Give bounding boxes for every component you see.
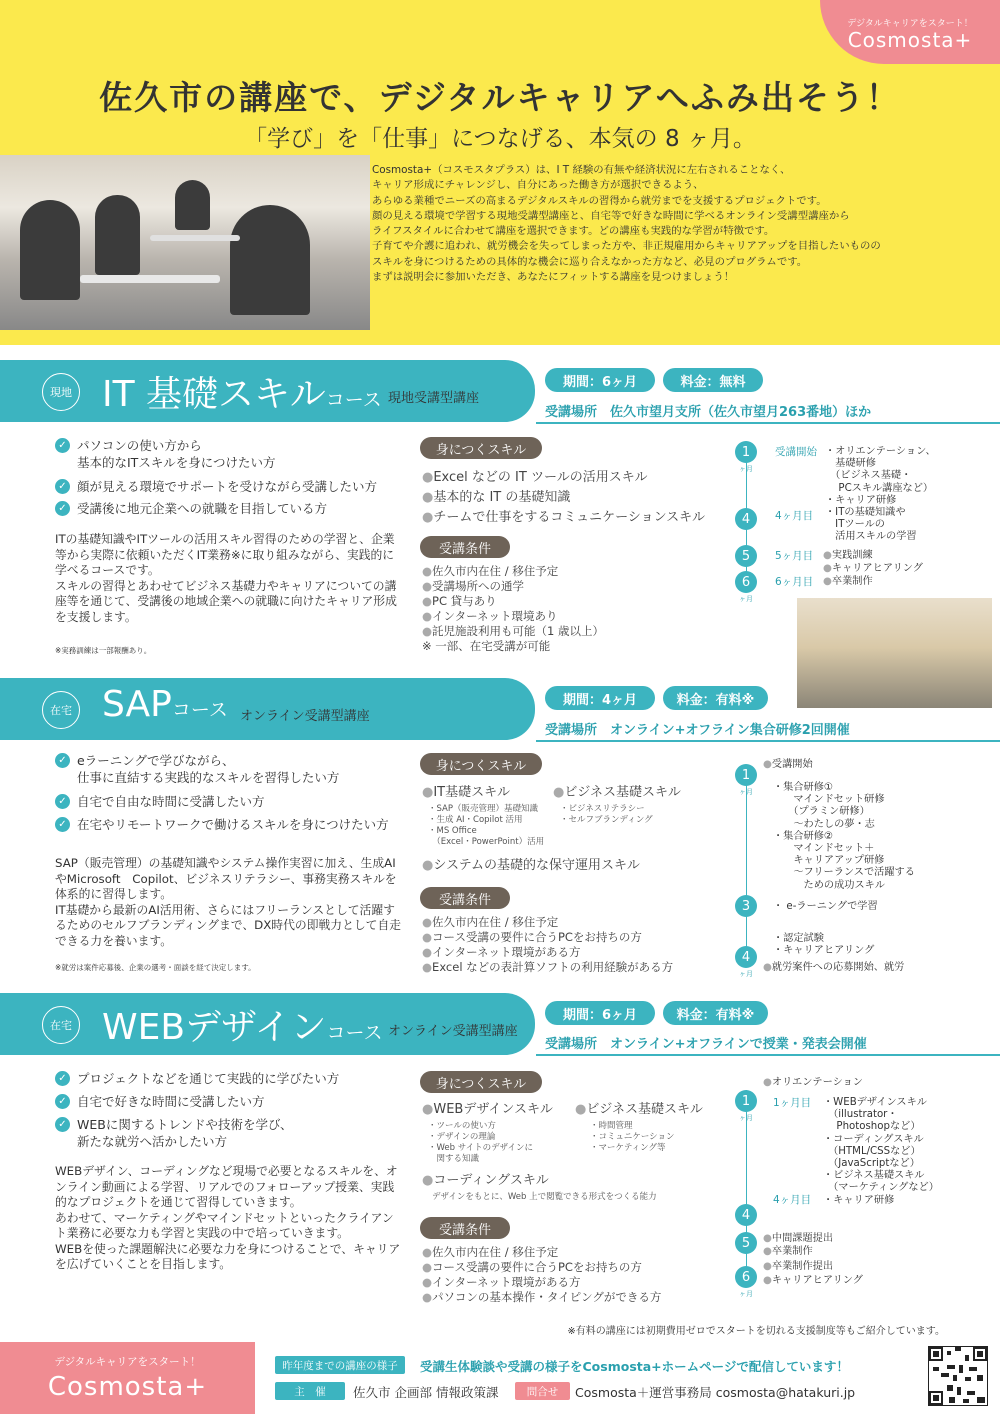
- timeline-label: 1ヶ月目: [773, 1097, 812, 1109]
- condition-item: ●コース受講の要件に合うPCをお持ちの方: [422, 1260, 642, 1274]
- timeline-item: ●オリエンテーション: [763, 1077, 863, 1088]
- divider: [536, 740, 1000, 742]
- course-title: SAPコース: [102, 684, 228, 725]
- skill-item: ●Excel などの IT ツールの活用スキル: [422, 470, 648, 485]
- conditions-tag: 受講条件: [420, 536, 510, 558]
- subline: 「学び」を「仕事」につなげる、本気の 8 ヶ月。: [244, 126, 756, 152]
- course-type: オンライン受講型講座: [240, 709, 370, 724]
- timeline-month-5: 5: [735, 545, 757, 567]
- condition-item: ●インターネット環境がある方: [422, 945, 581, 959]
- condition-item: ●佐久市内在住 / 移住予定: [422, 564, 559, 578]
- timeline-item: ●キャリアヒアリング: [823, 563, 923, 574]
- timeline-month-unit: ヶ月: [739, 595, 753, 603]
- check-icon: ✓: [55, 1094, 70, 1109]
- skill-item: ●IT基礎スキル: [422, 785, 510, 800]
- timeline-month-3: 3: [735, 895, 757, 917]
- timeline-month-5: 5: [735, 1232, 757, 1254]
- timeline-month-1: 1: [735, 441, 757, 463]
- conditions-tag: 受講条件: [420, 887, 510, 909]
- headline: 佐久市の講座で、デジタルキャリアへふみ出そう！: [99, 78, 901, 117]
- conditions-tag: 受講条件: [420, 1217, 510, 1239]
- skill-item: ●チームで仕事をするコミュニケーションスキル: [422, 510, 706, 525]
- timeline-month-1: 1: [735, 1090, 757, 1112]
- skill-subitems: ・ツールの使い方 ・デザインの理論 ・Web サイトのデザインに 関する知識: [428, 1121, 534, 1164]
- skills-tag: 身につくスキル: [420, 753, 542, 775]
- skill-item: ●コーディングスキル: [422, 1173, 549, 1188]
- target-item: ✓ eラーニングで学びながら、 仕事に直結する実践的なスキルを習得したい方: [55, 752, 339, 786]
- timeline-month-unit: ヶ月: [739, 788, 753, 796]
- condition-item: ●PC 貸与あり: [422, 594, 497, 608]
- brand-name: Cosmosta+: [847, 28, 973, 52]
- target-item: ✓ 在宅やリモートワークで働けるスキルを身につけたい方: [55, 816, 389, 833]
- classroom-photo: [0, 155, 370, 330]
- footer-label: 昨年度までの講座の様子: [275, 1356, 405, 1374]
- divider: [536, 1054, 1000, 1056]
- course-description: ITの基礎知識やITツールの活用スキル習得のための学習と、企業等から実際に依頼いただくIT業務※に取り組みながら、実践的に学べるコースです。 スキルの習得とあわせてビジネス基礎力やキャリアについての講座等を通じて、受講後の地域企業への就職に向けたキャリア形成を支援します。: [55, 532, 397, 624]
- condition-item: ●Excel などの表計算ソフトの利用経験がある方: [422, 960, 674, 974]
- course-place: 受講場所 オンライン+オフラインで授業・発表会開催: [545, 1037, 867, 1052]
- timeline-item: ・ e-ラーニングで学習: [773, 901, 878, 912]
- course-place: 受講場所 オンライン+オフライン集合研修2回開催: [545, 723, 850, 738]
- period-pill: 期間：6ヶ月: [545, 1001, 655, 1025]
- condition-item: ●受講場所への通学: [422, 579, 525, 593]
- brand-tagline: デジタルキャリアをスタート！: [847, 19, 973, 29]
- skill-subitems: ・ビジネスリテラシー ・セルフブランディング: [560, 804, 653, 825]
- skill-item: ●システムの基礎的な保守運用スキル: [422, 858, 640, 873]
- course-web-band: [0, 993, 535, 1055]
- target-item: ✓ パソコンの使い方から 基本的なITスキルを身につけたい方: [55, 437, 275, 471]
- timeline-month-1: 1: [735, 764, 757, 786]
- period-pill: 期間：6ヶ月: [545, 368, 655, 392]
- organizer: 佐久市 企画部 情報政策課: [353, 1385, 499, 1400]
- timeline-item: ●中間課題提出: [763, 1233, 834, 1244]
- course-description: WEBデザイン、コーディングなど現場で必要となるスキルを、オンライン動画による学習、リアルでのフォローアップ授業、実践的なプロジェクトを通じて習得していきます。 あわせて、マーケティングやマインドセットといったクライアント業務に必要な力も学習と実践の中で培っていきます。 WEBを使った課題解決に必要な力を身につけることで、キャリアを広げていくことを目指します。: [55, 1164, 401, 1271]
- course-type: オンライン受講型講座: [388, 1024, 518, 1039]
- condition-item: ※ 一部、在宅受講が可能: [422, 639, 551, 653]
- fee-pill: 料金：有料※: [663, 686, 768, 710]
- footer-info: [255, 1342, 1000, 1414]
- timeline-items: ・認定試験 ・キャリアヒアリング: [773, 933, 875, 957]
- course-title: IT 基礎スキルコース: [102, 374, 382, 415]
- event-photo: [797, 598, 992, 708]
- footer-tagline: デジタルキャリアをスタート！: [54, 1356, 201, 1368]
- condition-item: ●パソコンの基本操作・タイピングができる方: [422, 1290, 662, 1304]
- timeline-label: 4ヶ月目: [773, 1194, 812, 1206]
- timeline-item: ●キャリアヒアリング: [763, 1275, 863, 1286]
- timeline-month-4: 4: [735, 946, 757, 968]
- contact[interactable]: Cosmosta＋運営事務局 cosmosta@hatakuri.jp: [575, 1385, 856, 1400]
- timeline-month-unit: ヶ月: [739, 465, 753, 473]
- course-sap-band: [0, 678, 535, 740]
- period-pill: 期間：4ヶ月: [545, 686, 655, 710]
- qr-code-icon[interactable]: [928, 1346, 988, 1406]
- skill-item: ●ビジネス基礎スキル: [553, 785, 681, 800]
- timeline-month-6: 6: [735, 571, 757, 593]
- target-item: ✓ WEBに関するトレンドや技術を学び、 新たな就労へ活かしたい方: [55, 1116, 293, 1150]
- course-type: 現地受講型講座: [388, 391, 480, 406]
- target-item: ✓ 自宅で自由な時間に受講したい方: [55, 793, 265, 810]
- course-note: ※就労は案件応募後、企業の選考・面談を経て決定します。: [55, 963, 256, 972]
- timeline-items: ・WEBデザインスキル （illustrator・ Photoshopなど） ・コーディングスキル （HTML/CSSなど） （JavaScriptなど） ・ビジネス基礎スキル （マーケティングなど） ・キャリア研修: [823, 1097, 939, 1206]
- timeline-item: ●卒業制作: [763, 1246, 813, 1257]
- target-item: ✓ 顔が見える環境でサポートを受けながら受講したい方: [55, 478, 377, 495]
- course-it-band: [0, 360, 535, 422]
- skills-tag: 身につくスキル: [420, 1071, 542, 1093]
- timeline-month-unit: ヶ月: [739, 1114, 753, 1122]
- timeline-item: ●受講開始: [763, 759, 813, 770]
- condition-item: ●インターネット環境がある方: [422, 1275, 581, 1289]
- footer-brand: [0, 1342, 255, 1414]
- course-title: WEBデザインコース: [102, 1007, 383, 1048]
- footer-link-text[interactable]: 受講生体験談や受講の様子をCosmosta+ホームページで配信しています！: [420, 1359, 849, 1374]
- check-icon: ✓: [55, 794, 70, 809]
- skill-subitems: ・時間管理 ・コミュニケーション ・マーケティング等: [590, 1121, 675, 1153]
- course-description: SAP（販売管理）の基礎知識やシステム操作実習に加え、生成AIやMicrosoft Copilot、ビジネスリテラシー、事務実務スキルを体系的に習得します。 IT基礎から最新のAI活用術、さらにはフリーランスとして活躍するためのセルフブランディングまで、DX時代の即戦力として自走できる力を養います。: [55, 856, 402, 948]
- fee-pill: 料金：有料※: [663, 1001, 768, 1025]
- skill-item: ●WEBデザインスキル: [422, 1102, 553, 1117]
- course-badge: 在宅: [42, 1006, 80, 1044]
- check-icon: ✓: [55, 501, 70, 516]
- skill-subitems: ・SAP（販売管理）基礎知識 ・生成 AI・Copilot 活用 ・MS Office （Excel・PowerPoint）活用: [428, 804, 545, 847]
- target-item: ✓ 受講後に地元企業への就職を目指している方: [55, 500, 327, 517]
- timeline-label: 4ヶ月目: [775, 510, 814, 522]
- target-item: ✓ プロジェクトなどを通じて実践的に学びたい方: [55, 1070, 339, 1087]
- skill-item: ●ビジネス基礎スキル: [575, 1102, 703, 1117]
- footer-brand-name: Cosmosta+: [47, 1372, 208, 1402]
- footer-label: 主 催: [275, 1382, 345, 1400]
- fee-pill: 料金：無料: [663, 368, 763, 392]
- timeline-label: 受講開始: [775, 446, 817, 458]
- timeline-month-4: 4: [735, 508, 757, 530]
- timeline-line: [746, 770, 747, 960]
- skill-subitem: デザインをもとに、Web 上で閲覧できる形式をつくる能力: [432, 1192, 657, 1202]
- timeline-item: ●実践訓練: [823, 550, 873, 561]
- divider: [536, 422, 1000, 424]
- timeline-label: 6ヶ月目: [775, 576, 814, 588]
- check-icon: ✓: [55, 817, 70, 832]
- timeline-month-unit: ヶ月: [739, 970, 753, 978]
- timeline-items: ・集合研修① マインドセット研修 （プラミン研修） ～わたしの夢・志 ・集合研修② マインドセット＋ キャリアアップ研修 ～フリーランスで活躍する ための成功スキル: [773, 782, 915, 891]
- course-badge: 在宅: [42, 691, 80, 729]
- timeline-items: ・オリエンテーション、 基礎研修 （ビジネス基礎・ PCスキル講座など） ・キャリア研修 ・ITの基礎知識や ITツールの 活用スキルの学習: [825, 446, 936, 543]
- condition-item: ●インターネット環境あり: [422, 609, 558, 623]
- condition-item: ●佐久市内在住 / 移住予定: [422, 915, 559, 929]
- course-note: ※実務訓練は一部報酬あり。: [55, 646, 152, 655]
- timeline-month-unit: ヶ月: [739, 1290, 753, 1298]
- course-place: 受講場所 佐久市望月支所（佐久市望月263番地）ほか: [545, 405, 872, 420]
- target-item: ✓ 自宅で好きな時間に受講したい方: [55, 1093, 265, 1110]
- timeline-month-4: 4: [735, 1204, 757, 1226]
- course-badge: 現地: [42, 373, 80, 411]
- check-icon: ✓: [55, 1117, 70, 1132]
- condition-item: ●託児施設利用も可能（1 歳以上）: [422, 624, 605, 638]
- condition-item: ●コース受講の要件に合うPCをお持ちの方: [422, 930, 642, 944]
- check-icon: ✓: [55, 438, 70, 453]
- check-icon: ✓: [55, 1071, 70, 1086]
- bottom-note: ※有料の講座には初期費用ゼロでスタートを切れる支援制度等もご紹介しています。: [567, 1326, 945, 1337]
- timeline-item: ●卒業制作: [823, 576, 873, 587]
- timeline-item: ●卒業制作提出: [763, 1261, 834, 1272]
- timeline-label: 5ヶ月目: [775, 550, 814, 562]
- condition-item: ●佐久市内在住 / 移住予定: [422, 1245, 559, 1259]
- check-icon: ✓: [55, 753, 70, 768]
- intro-text: Cosmosta+（コスモスタプラス）は、I T 経験の有無や経済状況に左右されることなく、 キャリア形成にチャレンジし、自分にあった働き方が選択できるよう、 あらゆる業種でニーズの高まるデジタルスキルの習得から就労までを支援するプロジェクトです。 顔の見える環境で学習する現地受講型講座と、自宅等で好きな時間に学べるオンライン受講型講座から ライフスタイルに合わせて講座を選択できます。どの講座も実践的な学習が特徴です。 子育てや介護に追われ、就労機会を失ってしまった方や、非正規雇用からキャリアアップを目指したいものの スキルを身につけるための具体的な機会に巡り合えなかった方など、必見のプログラムです。 まずは説明会に参加いただき、あなたにフィットする講座を見つけましょう！: [372, 164, 881, 284]
- footer-label: 問合せ: [515, 1382, 570, 1400]
- skill-item: ●基本的な IT の基礎知識: [422, 490, 571, 505]
- check-icon: ✓: [55, 479, 70, 494]
- timeline-month-6: 6: [735, 1266, 757, 1288]
- timeline-item: ●就労案件への応募開始、就労: [763, 962, 905, 973]
- skills-tag: 身につくスキル: [420, 437, 542, 459]
